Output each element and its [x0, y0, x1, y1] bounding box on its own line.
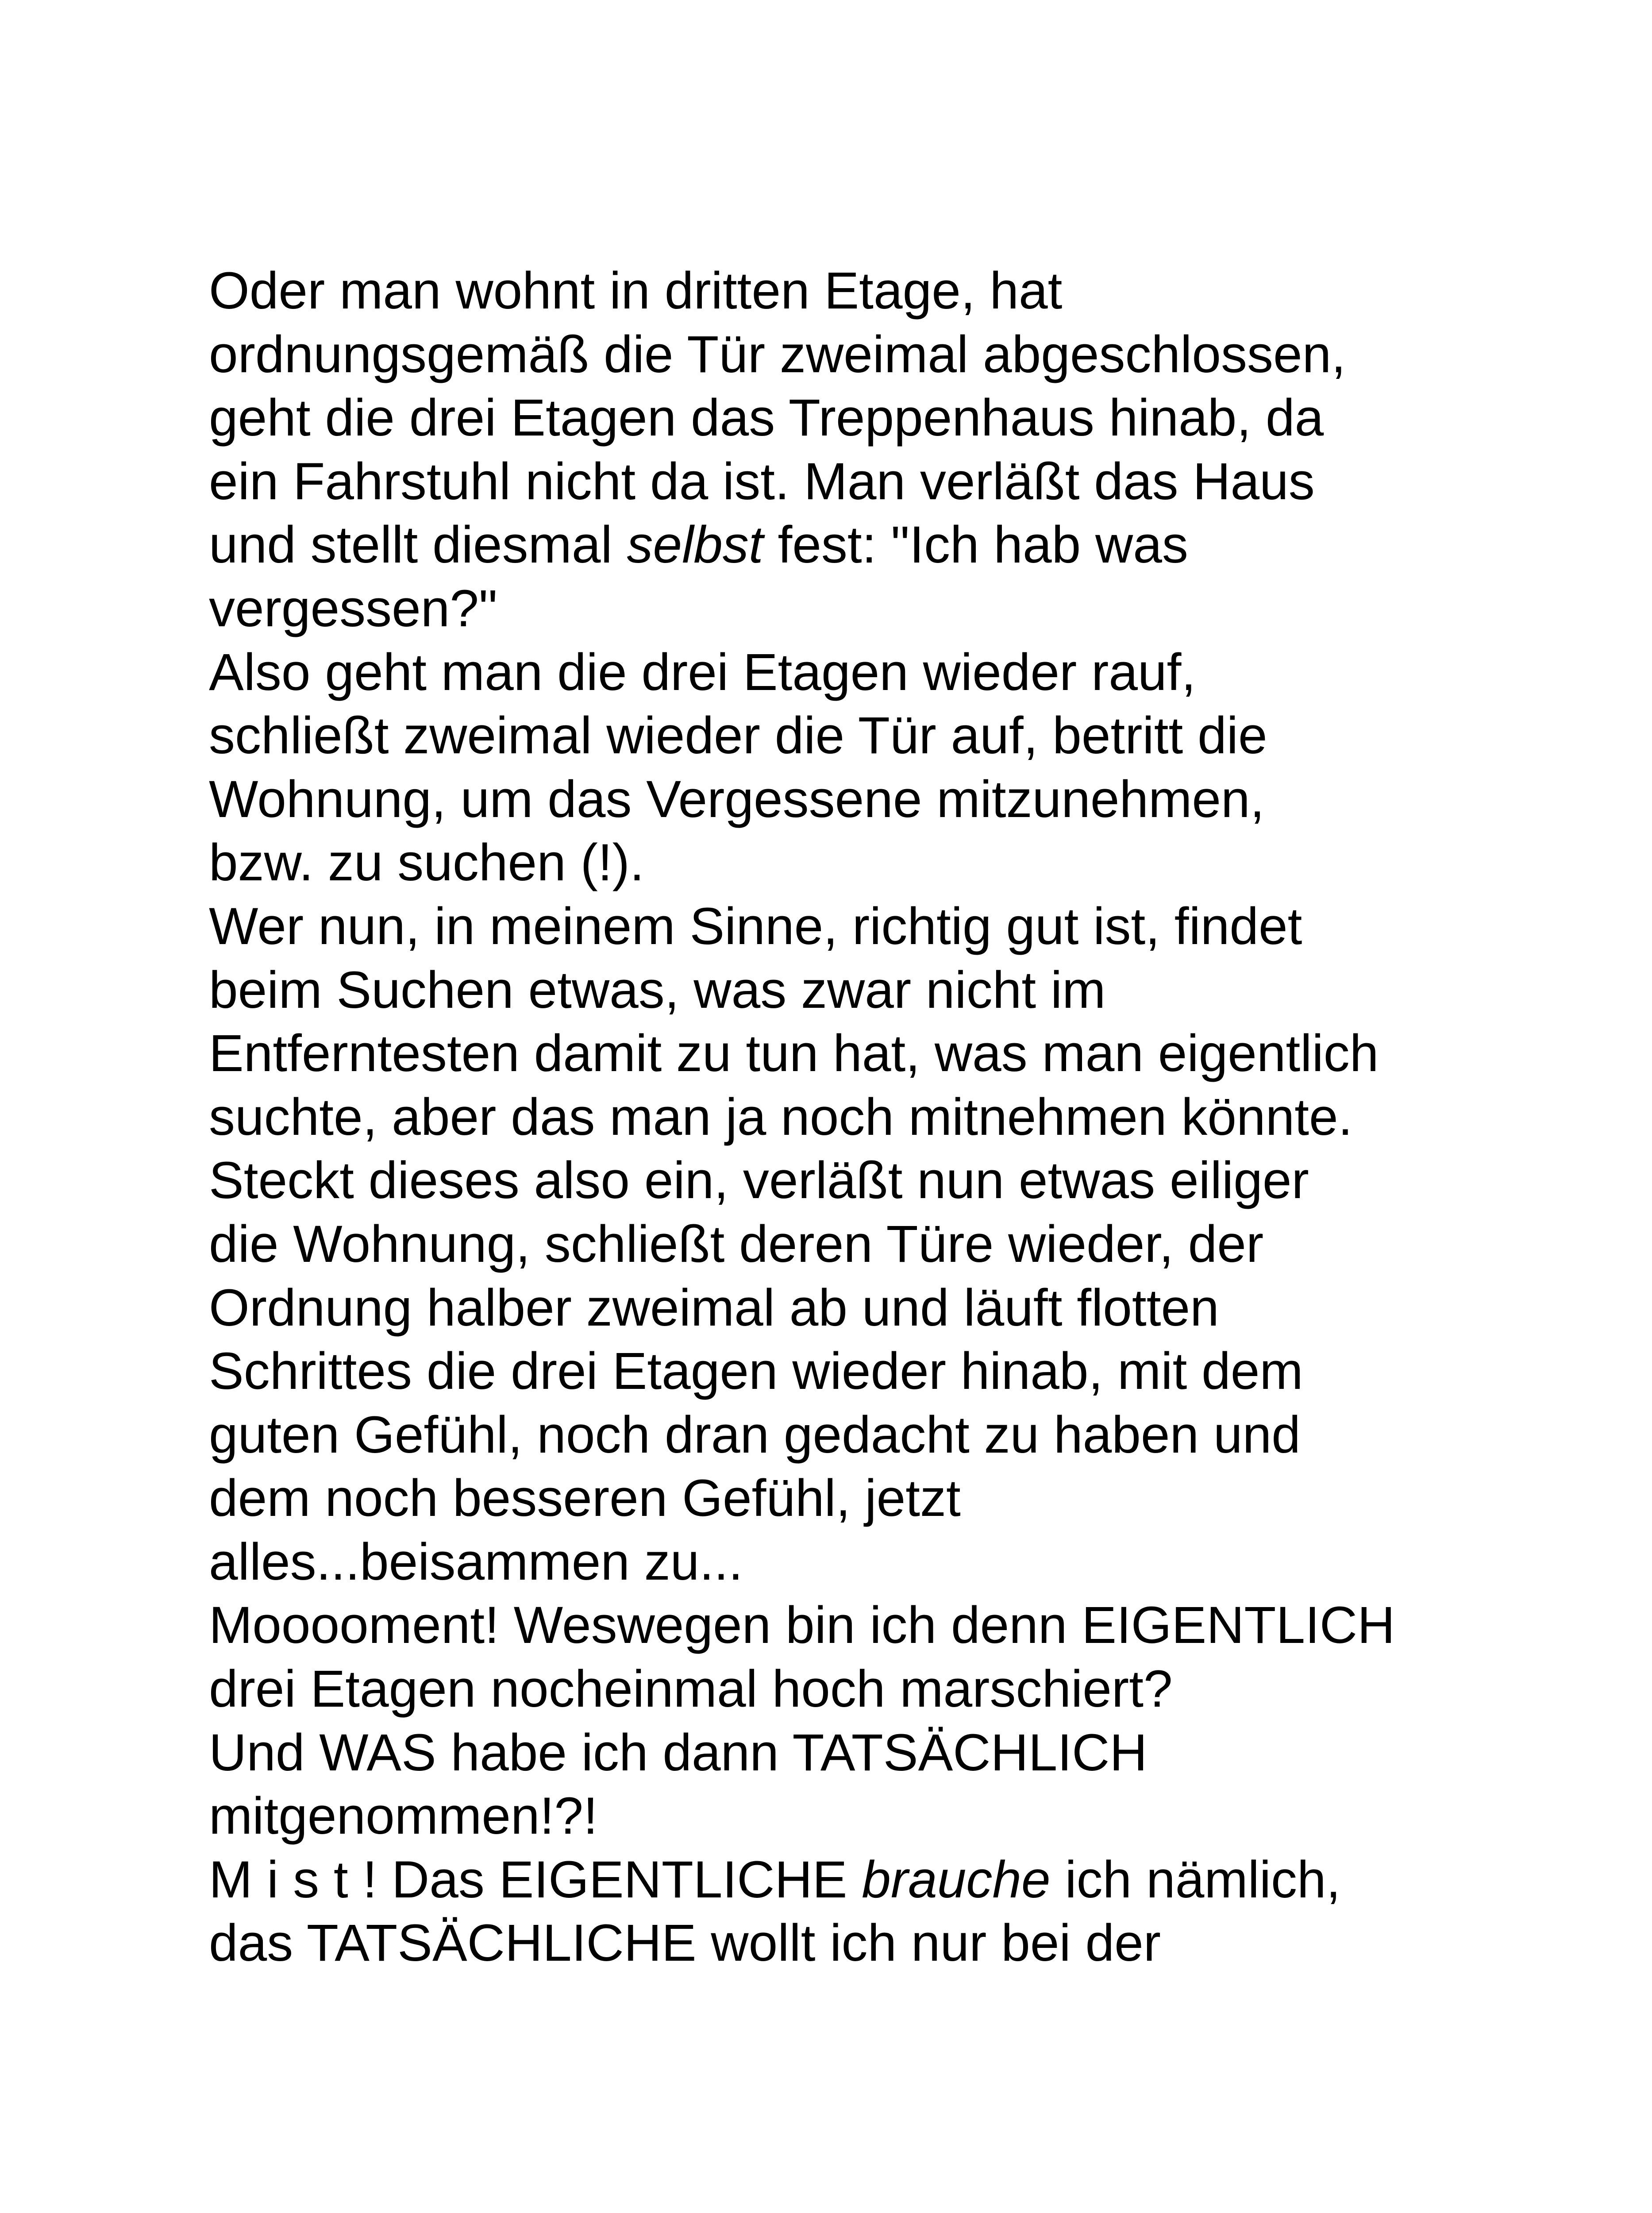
italic-emphasis: brauche: [862, 1850, 1051, 1909]
text-line: Wer nun, in meinem Sinne, richtig gut ist, findet: [209, 897, 1302, 956]
text-line: guten Gefühl, noch dran gedacht zu haben und: [209, 1405, 1301, 1464]
text-line: drei Etagen nocheinmal hoch marschiert?: [209, 1660, 1173, 1719]
text-line: alles...beisammen zu...: [209, 1532, 743, 1591]
text-line: Mooooment! Weswegen bin ich denn EIGENTLICH: [209, 1596, 1395, 1655]
text-segment: fest: "Ich hab was: [763, 516, 1188, 574]
text-line: das TATSÄCHLICHE wollt ich nur bei der: [209, 1914, 1161, 1973]
text-line: Oder man wohnt in dritten Etage, hat: [209, 262, 1063, 320]
text-line: Schrittes die drei Etagen wieder hinab, mit dem: [209, 1342, 1303, 1401]
text-line: [209, 513, 1536, 577]
text-line: Wohnung, um das Vergessene mitzunehmen,: [209, 770, 1265, 829]
text-line: Steckt dieses also ein, verläßt nun etwas eiliger: [209, 1151, 1309, 1210]
text-line: Entferntesten damit zu tun hat, was man eigentlich: [209, 1024, 1379, 1083]
text-segment: und stellt diesmal: [209, 516, 627, 574]
text-line: ein Fahrstuhl nicht da ist. Man verläßt das Haus: [209, 452, 1315, 511]
italic-emphasis: selbst: [627, 516, 763, 574]
body-text: [209, 259, 1536, 1975]
text-line: [209, 1848, 1536, 1912]
text-segment: M i s t ! Das EIGENTLICHE: [209, 1850, 862, 1909]
text-segment: ich nämlich,: [1050, 1850, 1341, 1909]
text-line: bzw. zu suchen (!).: [209, 833, 644, 892]
text-line: schließt zweimal wieder die Tür auf, betritt die: [209, 706, 1267, 765]
text-line: geht die drei Etagen das Treppenhaus hinab, da: [209, 389, 1324, 447]
text-line: Und WAS habe ich dann TATSÄCHLICH: [209, 1723, 1148, 1782]
text-line: ordnungsgemäß die Tür zweimal abgeschlossen,: [209, 325, 1346, 384]
text-line: mitgenommen!?!: [209, 1787, 598, 1846]
text-line: Ordnung halber zweimal ab und läuft flotten: [209, 1278, 1219, 1337]
text-line: suchte, aber das man ja noch mitnehmen könnte.: [209, 1087, 1353, 1146]
text-line: vergessen?": [209, 579, 497, 638]
text-line: Also geht man die drei Etagen wieder rauf,: [209, 643, 1196, 702]
text-line: die Wohnung, schließt deren Türe wieder, der: [209, 1214, 1264, 1273]
text-line: dem noch besseren Gefühl, jetzt: [209, 1469, 961, 1528]
text-line: beim Suchen etwas, was zwar nicht im: [209, 960, 1106, 1019]
